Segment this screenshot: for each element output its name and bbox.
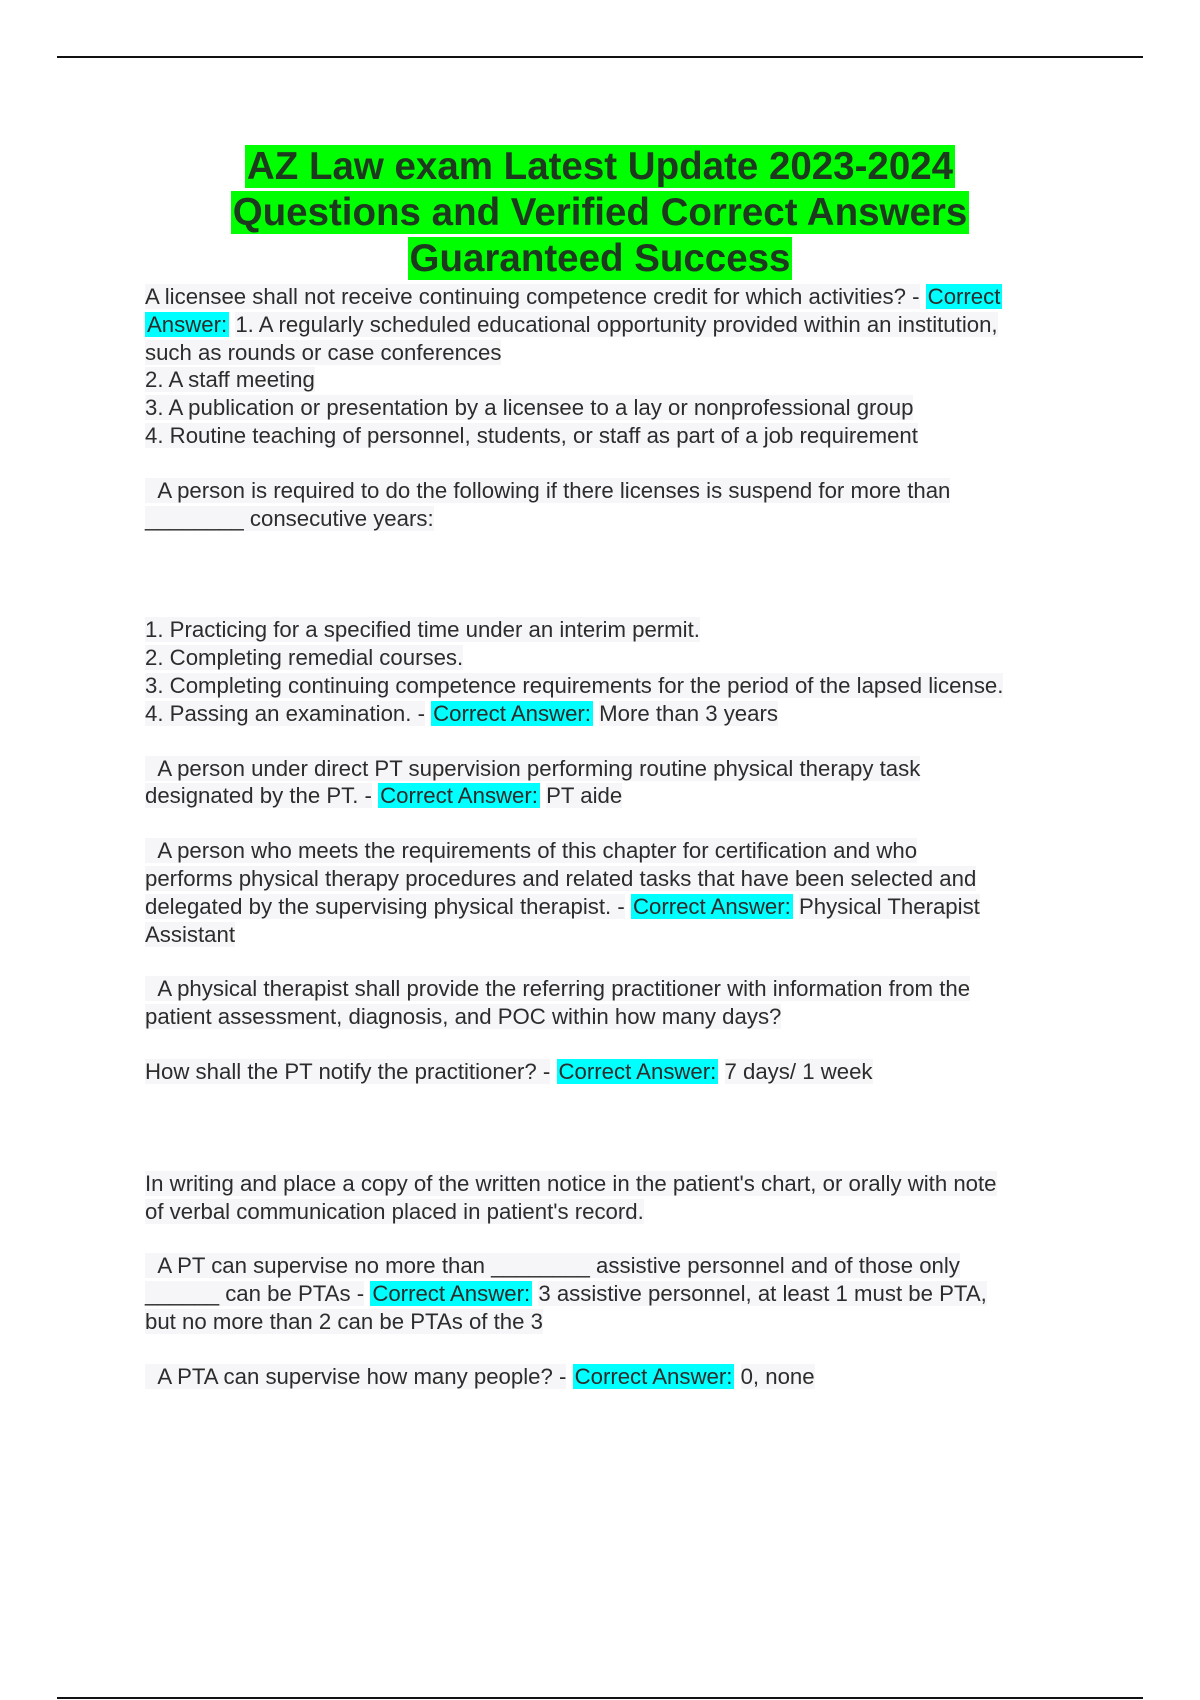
qa-item-8: [145, 1363, 1085, 1391]
document-title: [0, 144, 1200, 282]
qa-item-1: [145, 283, 1085, 450]
answer-text: Physical Therapist: [798, 893, 980, 919]
top-rule: [57, 56, 1143, 58]
question-text: 3. Completing continuing competence requirements for the period of the lapsed license.: [145, 672, 1004, 698]
answer-text: 4. Routine teaching of personnel, students, or staff as part of a job requirement: [145, 422, 918, 448]
question-text: ________ consecutive years:: [145, 505, 434, 531]
question-text: delegated by the supervising physical therapist. -: [145, 893, 625, 919]
answer-text: Assistant: [145, 921, 236, 947]
question-text: patient assessment, diagnosis, and POC within how many days?: [145, 1004, 782, 1030]
answer-text: More than 3 years: [599, 700, 778, 726]
answer-text: In writing and place a copy of the written notice in the patient's chart, or orally with note: [145, 1170, 997, 1196]
answer-label: Correct Answer:: [433, 700, 591, 726]
question-text: A person under direct PT supervision performing routine physical therapy task: [145, 756, 920, 781]
answer-text: PT aide: [546, 783, 623, 809]
question-text: A person who meets the requirements of this chapter for certification and who: [145, 838, 917, 863]
answer-text: of verbal communication placed in patient's record.: [145, 1198, 644, 1224]
qa-item-6: [145, 1058, 1085, 1086]
answer-label: Correct Answer:: [380, 783, 538, 809]
title-line-3: Guaranteed Success: [409, 237, 791, 280]
answer-text: 7 days/ 1 week: [724, 1058, 873, 1084]
answer-text: but no more than 2 can be PTAs of the 3: [145, 1308, 543, 1334]
bottom-rule: [57, 1697, 1143, 1699]
answer-label: Correct Answer:: [574, 1363, 733, 1389]
question-text: 4. Passing an examination. -: [145, 700, 425, 726]
qa-item-6-continued: [145, 1170, 1085, 1226]
question-text: A PTA can supervise how many people? -: [145, 1364, 566, 1389]
answer-label: Correct Answer:: [632, 893, 791, 919]
answer-label: Correct Answer:: [372, 1281, 531, 1307]
answer-label: Correct Answer:: [558, 1058, 717, 1084]
title-line-1: AZ Law exam Latest Update 2023-2024: [246, 145, 954, 188]
qa-item-4: [145, 837, 1085, 948]
question-text: 1. Practicing for a specified time under an interim permit.: [145, 617, 700, 643]
question-text: A physical therapist shall provide the referring practitioner with information from the: [145, 976, 970, 1001]
question-text: A PT can supervise no more than ________ assistive personnel and of those only: [145, 1253, 960, 1278]
answer-label: Correct: [927, 284, 1001, 309]
qa-item-5: [145, 975, 1085, 1031]
answer-text: 3 assistive personnel, at least 1 must be PTA,: [538, 1281, 987, 1307]
qa-item-3: [145, 755, 1085, 811]
qa-item-2: [145, 477, 1085, 728]
question-text: A licensee shall not receive continuing competence credit for which activities? -: [145, 284, 920, 309]
title-line-2: Questions and Verified Correct Answers: [232, 191, 968, 234]
question-text: A person is required to do the following if there licenses is suspend for more than: [145, 478, 950, 503]
answer-text: 2. A staff meeting: [145, 367, 315, 393]
question-text: How shall the PT notify the practitioner? -: [145, 1058, 551, 1084]
question-text: 2. Completing remedial courses.: [145, 645, 464, 671]
answer-text: 0, none: [740, 1363, 815, 1389]
question-text: designated by the PT. -: [145, 783, 372, 809]
question-text: performs physical therapy procedures and related tasks that have been selected and: [145, 865, 977, 891]
answer-label: Answer:: [147, 311, 228, 337]
answer-text: 3. A publication or presentation by a licensee to a lay or nonprofessional group: [145, 395, 914, 421]
answer-text: 1. A regularly scheduled educational opportunity provided within an institution,: [235, 311, 998, 337]
answer-text: such as rounds or case conferences: [145, 339, 502, 365]
qa-item-7: [145, 1252, 1085, 1335]
qa-content: [145, 283, 1085, 1391]
question-text: ______ can be PTAs -: [145, 1281, 365, 1307]
